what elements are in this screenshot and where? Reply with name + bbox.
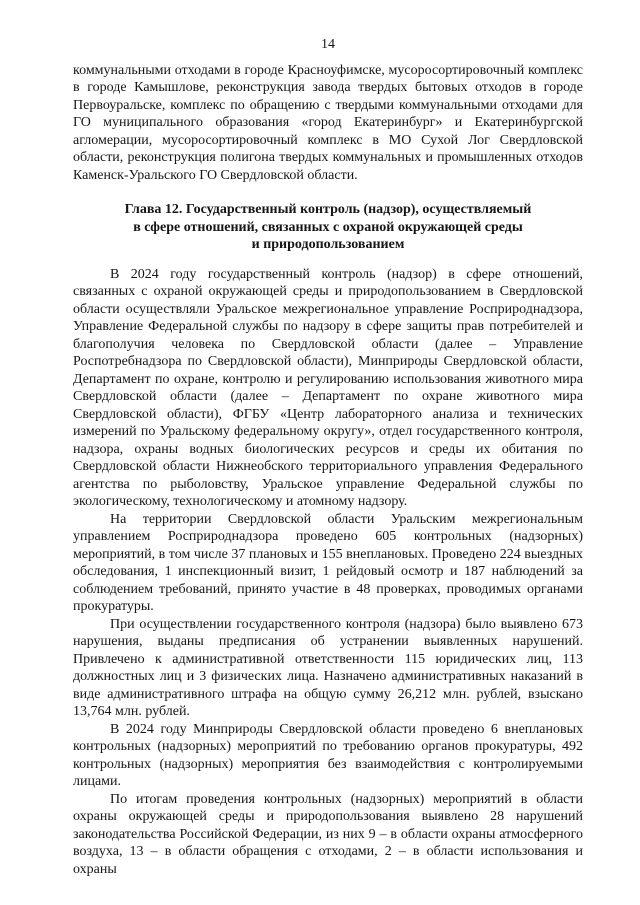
page-number: 14 bbox=[321, 37, 335, 52]
chapter-heading bbox=[73, 201, 583, 254]
chapter-heading-line-2: в сфере отношений, связанных с охраной окружающей среды bbox=[133, 219, 523, 235]
body-paragraph: При осуществлении государственного контроля (надзора) было выявлено 673 нарушения, выданы предписания об устранении выявленных нарушений. Привлечено к административной ответственности 115 юридических лиц, 113 должностных лиц и 3 физических лица. Назначено административных наказаний в виде административного штрафа на общую сумму 26,212 млн. рублей, взыскано 13,764 млн. рублей. bbox=[73, 616, 583, 719]
body-paragraph: В 2024 году Минприроды Свердловской области проведено 6 внеплановых контрольных (надзорных) мероприятий по требованию органов прокуратуры, 492 контрольных (надзорных) мероприятия без взаимодействия с контролируемыми лицами. bbox=[73, 721, 583, 789]
chapter-heading-line-3: и природопользованием bbox=[251, 237, 405, 252]
intro-continuation-paragraph: коммунальными отходами в городе Красноуфимске, мусоросортировочный комплекс в городе Камышлове, реконструкция завода твердых бытовых отходов в городе Первоуральске, комплекс по обращению с твердыми коммунальными отходами для ГО муниципального образования «город Екатеринбург» и Екатеринбургской агломерации, мусоросортировочный комплекс в МО Сухой Лог Свердловской области, реконструкция полигона твердых коммунальных и промышленных отходов Каменск-Уральского ГО Свердловской области. bbox=[73, 62, 583, 183]
chapter-heading-line-1: Глава 12. Государственный контроль (надзор), осуществляемый bbox=[124, 202, 532, 217]
body-paragraph: На территории Свердловской области Уральским межрегиональным управлением Росприроднадзора проведено 605 контрольных (надзорных) мероприятий, в том числе 37 плановых и 155 внеплановых. Проведено 224 выездных обследования, 1 инспекционный визит, 1 рейдовый осмотр и 187 наблюдений за соблюдением требований, принято участие в 48 проверках, проводимых органами прокуратуры. bbox=[73, 511, 583, 614]
body-paragraph: По итогам проведения контрольных (надзорных) мероприятий в области охраны окружающей среды и природопользования выявлено 28 нарушений законодательства Российской Федерации, из них 9 – в области охраны атмосферного воздуха, 13 – в области обращения с отходами, 2 – в области использования и охраны bbox=[73, 791, 583, 877]
body-paragraph: В 2024 году государственный контроль (надзор) в сфере отношений, связанных с охраной окружающей среды и природопользованием в Свердловской области осуществляли Уральское межрегиональное управление Росприроднадзора, Управление Федеральной службы по надзору в сфере защиты прав потребителей и благополучия человека по Свердловской области (далее – Управление Роспотребнадзора по Свердловской области), Минприроды Свердловской области, Департамент по охране, контролю и регулированию использования животного мира Свердловской области (далее – Департамент по охране животного мира Свердловской области), ФГБУ «Центр лабораторного анализа и технических измерений по Уральскому федеральному округу», отдел государственного контроля, надзора, охраны водных биологических ресурсов и среды их обитания по Свердловской области Нижнеобского территориального управления Федерального агентства по рыболовству, Уральское управление Федеральной службы по экологическому, технологическому и атомному надзору. bbox=[73, 266, 583, 509]
